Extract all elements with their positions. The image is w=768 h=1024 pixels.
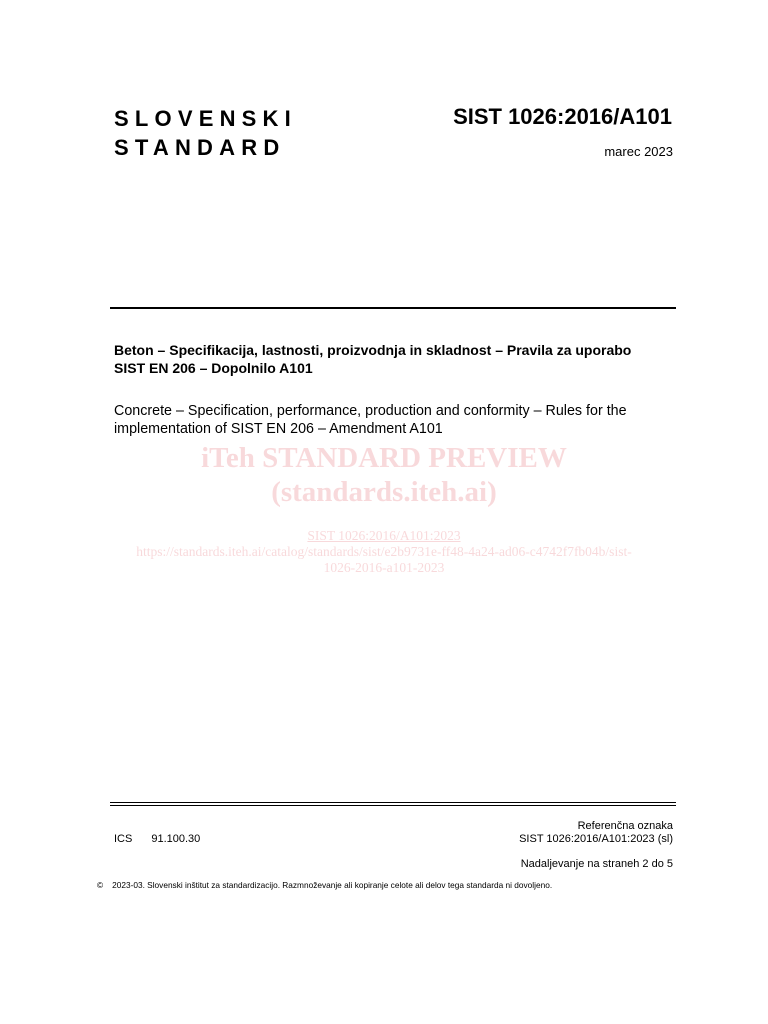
watermark-heading-line1: iTeh STANDARD PREVIEW xyxy=(201,442,567,474)
publisher-heading-line2: STANDARD xyxy=(114,135,286,160)
bottom-divider-lower xyxy=(110,805,676,806)
slovenian-title-line2: SIST EN 206 – Dopolnilo A101 xyxy=(114,359,313,376)
watermark-link-line1[interactable]: SIST 1026:2016/A101:2023 xyxy=(307,528,461,543)
watermark-heading-line2: (standards.iteh.ai) xyxy=(271,476,497,508)
reference-value: SIST 1026:2016/A101:2023 (sl) xyxy=(519,833,673,845)
copyright-notice xyxy=(97,880,552,890)
ics-value: 91.100.30 xyxy=(151,833,201,845)
slovenian-title-line1: Beton – Specifikacija, lastnosti, proizvodnja in skladnost – Pravila za uporabo xyxy=(114,342,632,358)
publisher-heading xyxy=(114,104,297,162)
english-title xyxy=(114,403,684,438)
reference-label: Referenčna oznaka xyxy=(577,820,673,832)
standard-number: SIST 1026:2016/A101 xyxy=(453,104,672,129)
top-divider xyxy=(110,307,676,309)
slovenian-title xyxy=(114,342,684,377)
ics-label: ICS xyxy=(114,833,133,845)
english-title-line2: implementation of SIST EN 206 – Amendment A101 xyxy=(114,420,443,437)
watermark-link[interactable] xyxy=(90,528,678,576)
english-title-line1: Concrete – Specification, performance, production and conformity – Rules for the xyxy=(114,403,627,419)
watermark-link-line2[interactable]: https://standards.iteh.ai/catalog/standards/sist/e2b9731e-ff48-4a24-ad06-c4742f7fb04b/sist- xyxy=(136,544,632,559)
page-continuation: Nadaljevanje na straneh 2 do 5 xyxy=(520,858,673,870)
copyright-symbol: © xyxy=(97,880,104,890)
publisher-heading-line1: SLOVENSKI xyxy=(114,106,297,131)
bottom-divider-upper xyxy=(110,802,676,803)
ics-classification xyxy=(114,833,200,845)
publication-date: marec 2023 xyxy=(604,144,673,159)
watermark-link-line3[interactable]: 1026-2016-a101-2023 xyxy=(323,560,445,575)
copyright-text: 2023-03. Slovenski inštitut za standardizacijo. Razmnoževanje ali kopiranje celote ali delov tega standarda ni dovoljeno. xyxy=(112,880,553,890)
watermark-heading xyxy=(0,441,768,509)
